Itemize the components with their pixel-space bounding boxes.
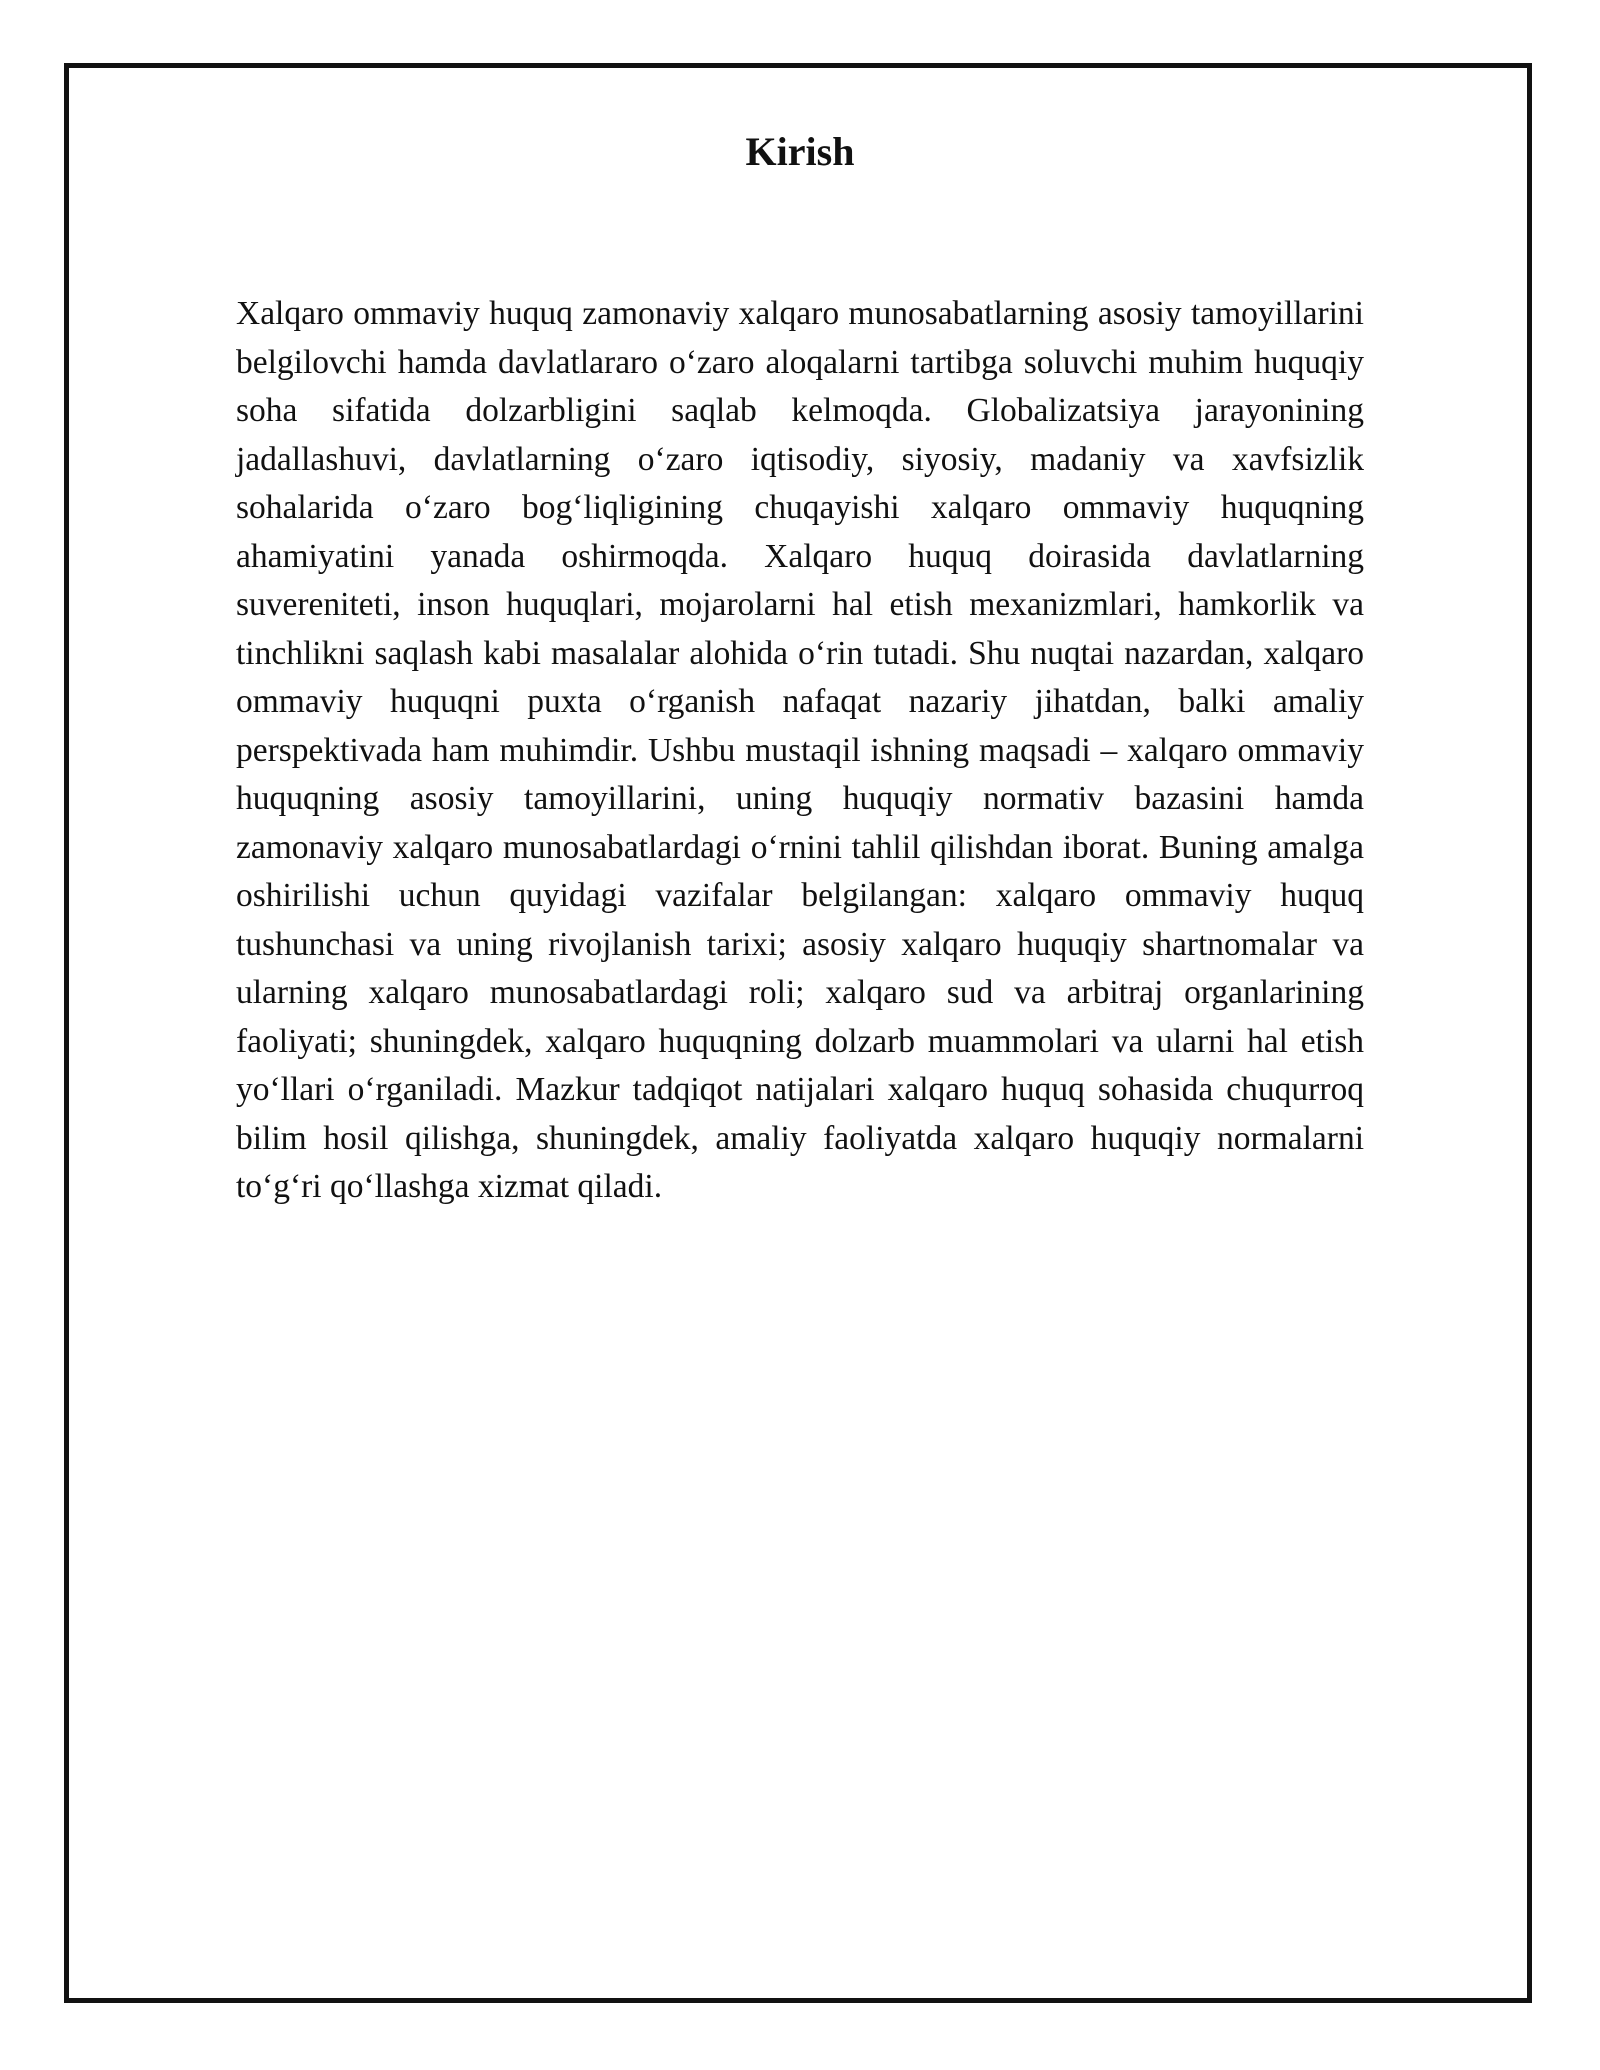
document-title: Kirish xyxy=(745,129,855,174)
body-paragraph: Xalqaro ommaviy huquq zamonaviy xalqaro munosabatlarning asosiy tamoyillarini belgilovchi hamda davlatlararo o‘zaro aloqalarni tartibga soluvchi muhim huquqiy soha sifatida dolzarbligini saqlab kelmoqda. Globalizatsiya jarayonining jadallashuvi, davlatlarning o‘zaro iqtisodiy, siyosiy, madaniy va xavfsizlik sohalarida o‘zaro bog‘liqligining chuqayishi xalqaro ommaviy huquqning ahamiyatini yanada oshirmoqda. Xalqaro huquq doirasida davlatlarning suvereniteti, inson huquqlari, mojarolarni hal etish mexanizmlari, hamkorlik va tinchlikni saqlash kabi masalalar alohida o‘rin tutadi. Shu nuqtai nazardan, xalqaro ommaviy huquqni puxta o‘rganish nafaqat nazariy jihatdan, balki amaliy perspektivada ham muhimdir. Ushbu mustaqil ishning maqsadi – xalqaro ommaviy huquqning asosiy tamoyillarini, uning huquqiy normativ bazasini hamda zamonaviy xalqaro munosabatlardagi o‘rnini tahlil qilishdan iborat. Buning amalga oshirilishi uchun quyidagi vazifalar belgilangan: xalqaro ommaviy huquq tushunchasi va uning rivojlanish tarixi; asosiy xalqaro huquqiy shartnomalar va ularning xalqaro munosabatlardagi roli; xalqaro sud va arbitraj organlarining faoliyati; shuningdek, xalqaro huquqning dolzarb muammolari va ularni hal etish yo‘llari o‘rganiladi. Mazkur tadqiqot natijalari xalqaro huquq sohasida chuqurroq bilim hosil qilishga, shuningdek, amaliy faoliyatda xalqaro huquqiy normalarni to‘g‘ri qo‘llashga xizmat qiladi. xyxy=(236,295,1364,1205)
